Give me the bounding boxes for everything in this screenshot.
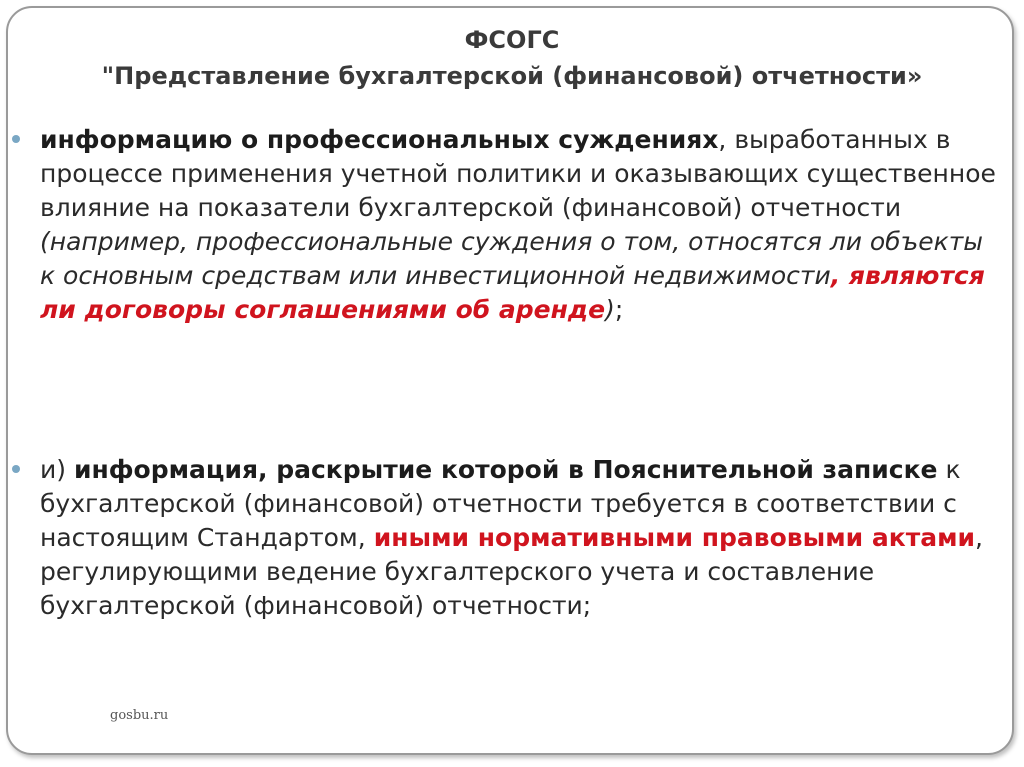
item1-italic-close: ) bbox=[605, 295, 615, 324]
bullet-icon bbox=[12, 465, 20, 473]
list-item-professional-judgments bbox=[40, 123, 1005, 327]
item2-red-highlight: иными нормативными правовыми актами bbox=[373, 523, 976, 552]
item2-text: к бухгалтерской (финансовой) отчетности требуется в соответствии с настоящим Стандартом, bbox=[40, 455, 961, 552]
item1-tail: ; bbox=[614, 295, 624, 324]
item2-bold: информация, раскрытие которой в Пояснительной записке bbox=[73, 455, 938, 484]
source-label: gosbu.ru bbox=[110, 708, 169, 723]
item2-prefix: и) bbox=[40, 455, 74, 484]
slide-frame bbox=[6, 6, 1014, 755]
list-item-explanatory-note bbox=[40, 453, 1005, 623]
item1-text: , выработанных в процессе применения учетной политики и оказывающих существенное влияние на показатели бухгалтерской (финансовой) отчетности bbox=[40, 125, 996, 222]
bullet-icon bbox=[12, 135, 20, 143]
title-line-2: "Представление бухгалтерской (финансовой) отчетности» bbox=[101, 62, 923, 90]
title-line-1: ФСОГС bbox=[464, 26, 560, 54]
slide-title bbox=[0, 22, 1024, 94]
item1-italic: (например, профессиональные суждения о том, относятся ли объекты к основным средствам или инвестиционной недвижимости bbox=[40, 227, 984, 290]
item1-bold: информацию о профессиональных суждениях bbox=[40, 125, 719, 154]
item1-red-highlight: , являются ли договоры соглашениями об аренде bbox=[40, 261, 985, 324]
item2-text-end: , регулирующими ведение бухгалтерского учета и составление бухгалтерской (финансовой) отчетности; bbox=[40, 523, 983, 620]
